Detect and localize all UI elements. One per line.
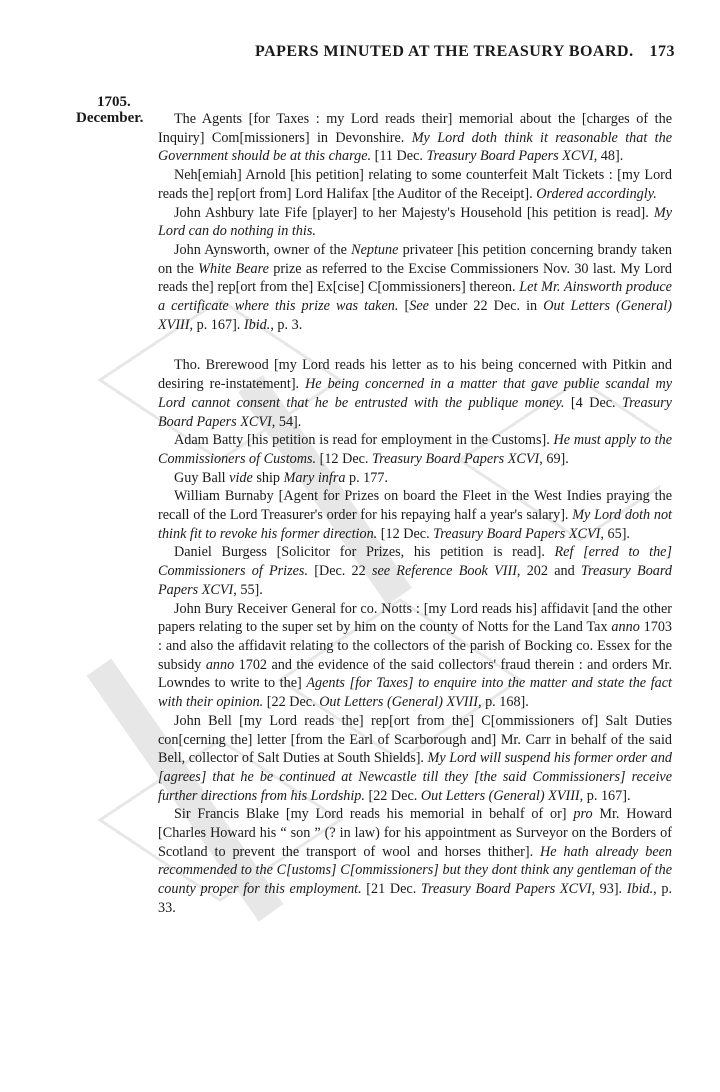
entry-paragraph [158,543,672,599]
entry-text: [4 Dec. [564,394,623,411]
entry-text: , p. 167]. [579,787,631,804]
margin-month: December. [76,110,144,126]
entry-text: [12 Dec. [377,525,434,542]
entry-text: The Agents [for Taxes : my Lord reads their] memorial about the [charges of the Inquiry] Com[missioners] in Devonshire. [158,111,672,146]
entry-text: p. 177. [345,469,388,486]
entry-paragraph [158,805,672,917]
entry-text: privateer [his petition concerning brandy taken on the [158,241,672,277]
entry-text: William Burnaby [Agent for Prizes on board the Fleet in the West Indies praying the recall of the Lord Treasurer's order for his repaying half a year's salary]. [158,488,672,524]
italic-text: anno [611,619,640,636]
italic-text: My Lord can do nothing in this. [158,204,672,240]
entry-text: John Bell [my Lord reads the] rep[ort from the] C[ommissioners of] Salt Duties con[cerning the] letter [from the Earl of Scarborough and] Mr. Carr in behalf of the said Bell, collector of Salt Duties at South Shields]. [158,712,672,767]
entry-text: [22 Dec. [263,694,320,711]
page-number: 173 [649,43,675,60]
italic-text: Agents [for Taxes] to enquire into the matter and state the fact with their opinion. [158,675,672,711]
italic-text: Ordered accordingly. [536,185,657,202]
entry-paragraph [158,356,672,431]
italic-text: vide [229,469,253,486]
entry-text: John Ashbury late Fife [player] to her Majesty's Household [his petition is read]. [174,204,654,221]
entry-text: , 48]. [593,148,624,165]
italic-text: My Lord doth think it reasonable that the Government should be at this charge. [158,129,672,165]
entry-text: 1702 and the evidence of the said collectors' fraud therein : and orders Mr. Lowndes to write to the] [158,656,673,692]
entry-text: , p. 168]. [477,694,529,711]
entry-text: [Dec. 22 [308,563,372,580]
italic-text: Out Letters (General) XVIII [158,298,672,333]
italic-text: My Lord will suspend his former order and [agrees] that he be continued at Newcastle till they [the said Commissioners] receive further directions from his Lordship. [158,750,673,804]
entry-text: , 55]. [233,581,263,598]
entry-paragraph [158,469,672,488]
entry-paragraph [158,204,672,241]
entry-text: Tho. Brerewood [my Lord reads his letter as to his being concerned with Pitkin and desiring re-instatement]. [158,357,672,393]
entry-text: , 202 and [516,563,581,580]
entry-paragraph [158,431,672,468]
italic-text: My Lord doth not think fit to revoke his former direction. [158,507,672,542]
italic-text: Out Letters (General) XVIII [420,787,580,804]
entry-text: Mr. Howard [Charles Howard his “ son ” (? in law) for his appointment as Surveyor on the Borders of Scotland to prevent the transport of wool and horses thither]. [158,806,672,860]
italic-text: Neptune [351,241,399,258]
italic-text: Treasury Board Papers XCVI [433,525,601,542]
entry-text: Daniel Burgess [Solicitor for Prizes, his petition is read]. [174,544,555,561]
italic-text: pro [573,806,593,823]
entry-text: Neh[emiah] Arnold [his petition] relating to some counterfeit Malt Tickets : [my Lord reads the] rep[ort from] Lord Halifax [the Auditor of the Receipt]. [158,167,672,202]
italic-text: He must apply to the Commissioners of Customs. [158,432,673,467]
italic-text: Mary infra [283,469,346,486]
entry-paragraph [158,166,672,203]
italic-text: Ibid. [626,881,654,898]
entry-text: , p. 33. [158,881,672,916]
italic-text: He hath already been recommended to the C[ustoms] C[ommissioners] but they dont think any gentleman of the county proper for this employment. [158,843,673,898]
entry-text: [11 Dec. [371,148,427,165]
italic-text: He being concerned in a matter that gave publie scandal my Lord cannot consent that he be entrusted with the publique money. [158,376,672,411]
italic-text: Treasury Board Papers XCVI [158,394,672,430]
italic-text: Treasury Board Papers XCVI [426,148,594,165]
entry-text: John Aynsworth, owner of the [174,241,352,258]
entry-text: Adam Batty [his petition is read for employment in the Customs]. [174,432,554,449]
entry-text: , 69]. [539,450,569,467]
entry-paragraph [158,241,672,335]
entry-text: under 22 Dec. in [428,298,544,315]
entry-paragraph [158,487,672,543]
entry-text: ship [252,469,284,486]
entry-text: [12 Dec. [316,450,373,467]
italic-text: Out Letters (General) XVIII [319,694,478,711]
italic-text: Ref [erred to the] Commissioners of Prizes. [158,544,672,580]
entry-text: , p. 3. [270,316,303,333]
running-header [255,43,675,61]
document-body [158,110,672,918]
margin-year: 1705. [97,94,131,110]
italic-text: Ibid. [243,316,271,333]
entry-text: [22 Dec. [364,787,421,804]
entry-text: , 93]. [591,881,627,898]
entry-paragraph [158,712,672,806]
entry-paragraph [158,600,672,712]
entry-text: prize as referred to the Excise Commissioners Nov. 30 last. My Lord reads the] rep[ort from the] Ex[cise] C[ommissioners] thereon. [158,260,672,296]
entry-text: Guy Ball [174,469,230,486]
entry-text: , 65]. [600,525,630,542]
italic-text: White Beare [198,260,269,277]
italic-text: Treasury Board Papers XCVI [372,450,540,467]
entry-text: [ [398,298,410,315]
entry-text: 1703 : and also the affidavit relating to the collectors of the parish of Bocking co. Essex for the subsidy [158,619,673,673]
entry-text: , p. 167]. [189,316,244,333]
running-title: PAPERS MINUTED AT THE TREASURY BOARD. [255,43,634,60]
entry-text: John Bury Receiver General for co. Notts : [my Lord reads his] affidavit [and the other papers relating to the super set by him on the county of Notts for the Land Tax [158,600,672,636]
italic-text: see Reference Book VIII [371,563,517,580]
italic-text: Treasury Board Papers XCVI [158,563,672,598]
italic-text: anno [205,656,235,673]
entry-text: Sir Francis Blake [my Lord reads his memorial in behalf of or] [174,806,574,823]
italic-text: Treasury Board Papers XCVI [420,881,592,898]
entry-text: , 54]. [271,413,302,430]
entry-paragraph [158,110,672,166]
italic-text: See [409,298,429,315]
entry-text: [21 Dec. [361,881,421,898]
italic-text: Let Mr. Ainsworth produce a certificate where this prize was taken. [158,279,672,315]
